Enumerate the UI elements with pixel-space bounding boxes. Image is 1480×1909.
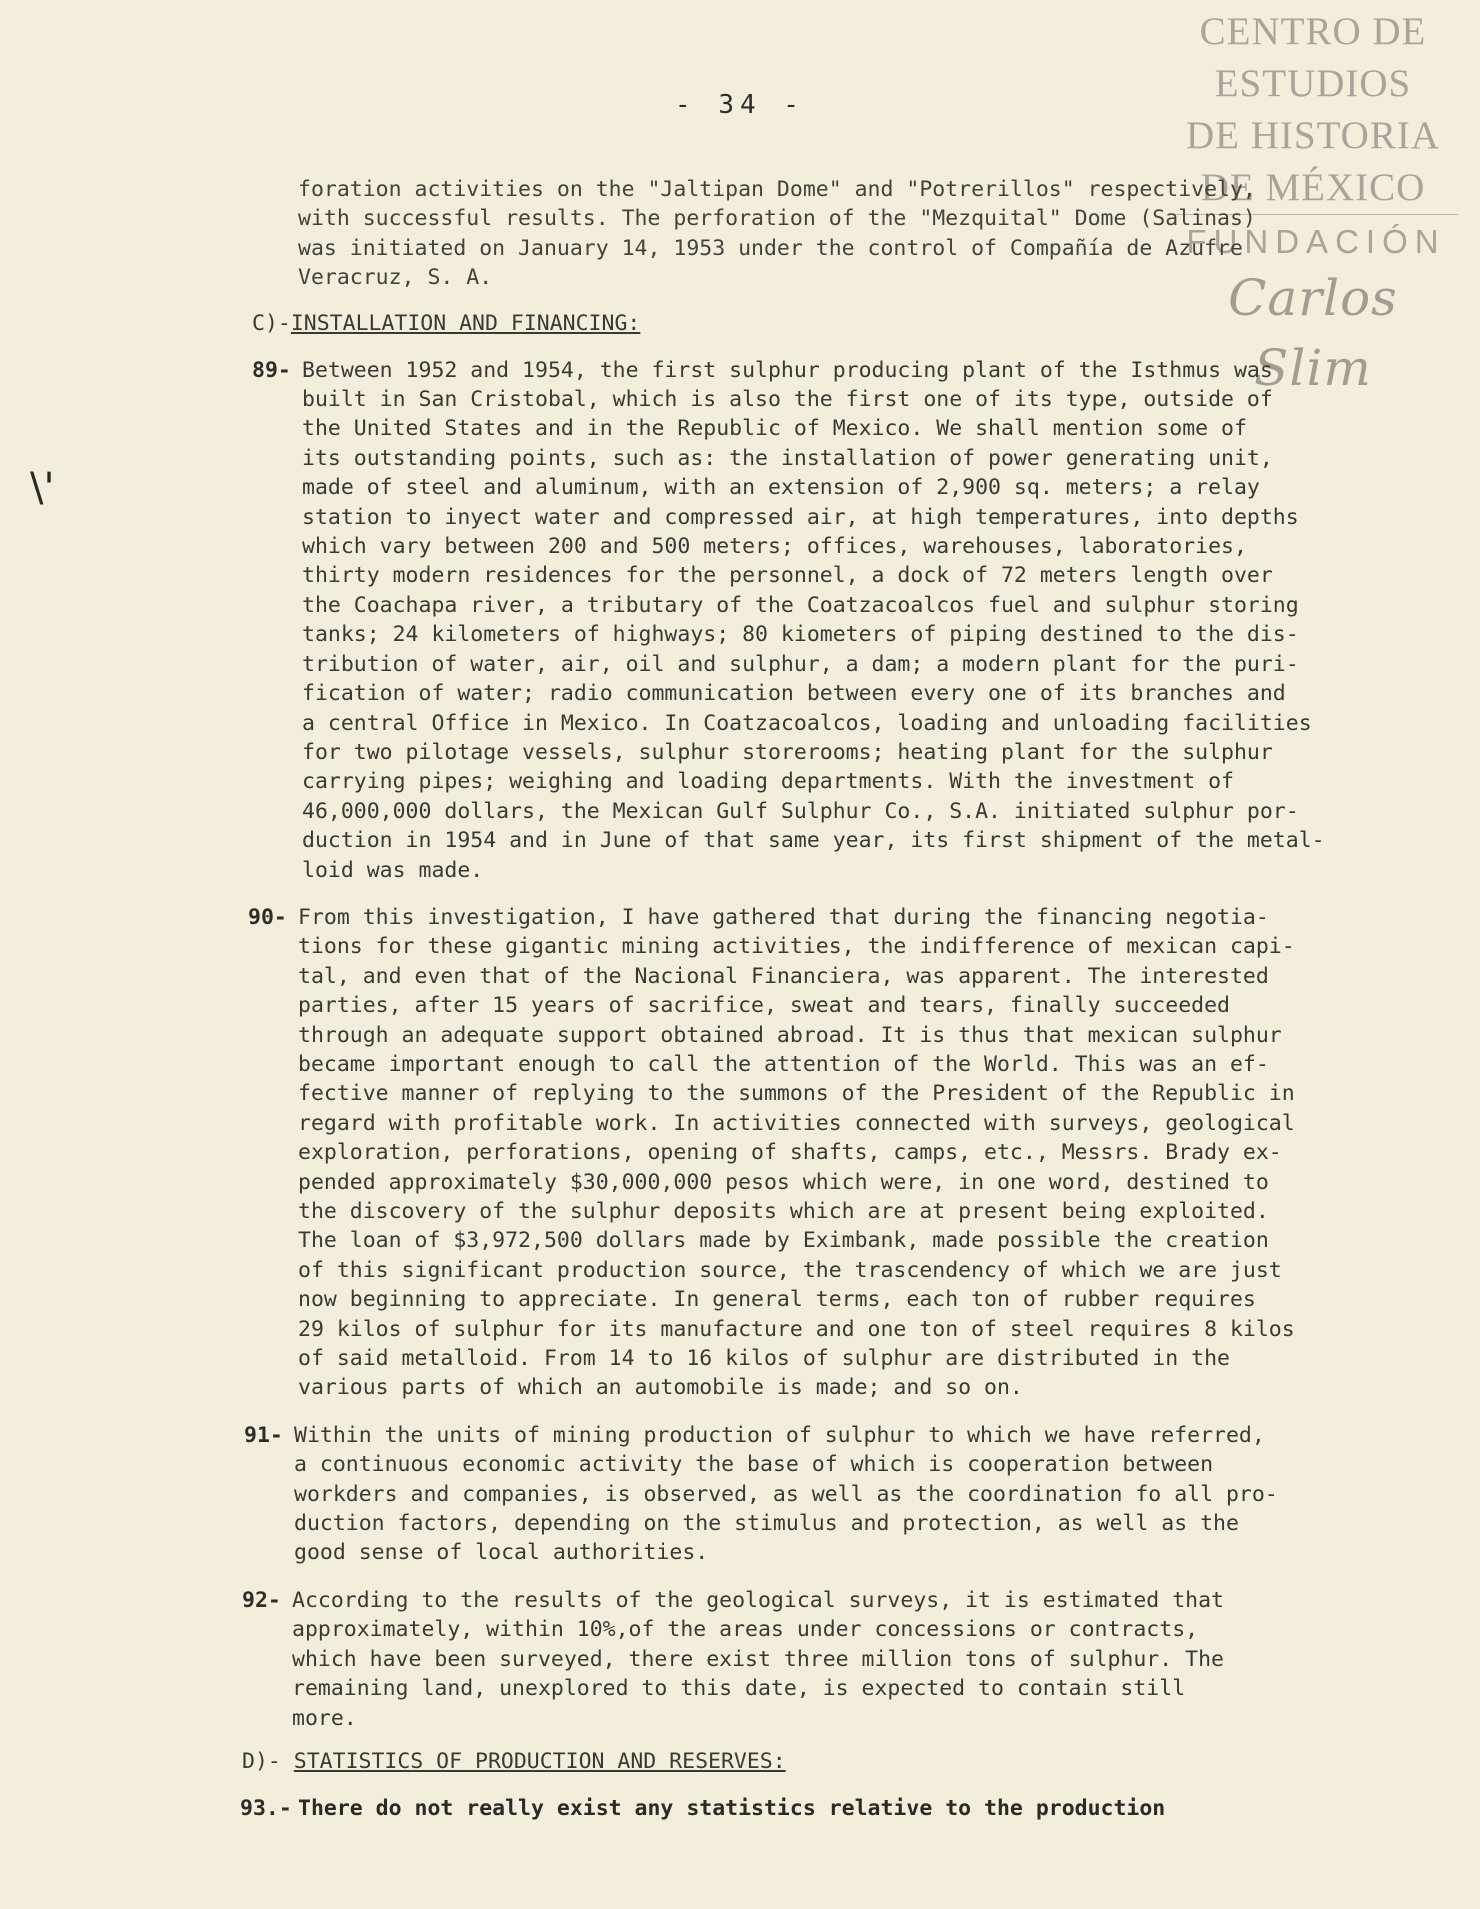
paragraph-text: Between 1952 and 1954, the first sulphur producing plant of the Isthmus was built in San Cristobal, which is also the first one of its type, outside of the United States and in the Republic of Mexico. We shall mention some of its outstanding points, such as: the installation of power generating unit, made of steel and aluminum, with an extension of 2,900 sq. meters; a relay station to inyect water and compressed air, at high temperatures, into depths which vary between 200 and 500 meters; offices, warehouses, laboratories, thirty modern residences for the personnel, a dock of 72 meters length over the Coachapa river, a tributary of the Coatzacoalcos fuel and sulphur storing tanks; 24 kilometers of highways; 80 kiometers of piping destined to the dis- tribution of water, air, oil and sulphur, a dam; a modern plant for the puri- fication of water; radio communication between every one of its branches and a central Office in Mexico. In Coatzacoalcos, loading and unloading facilities for two pilotage vessels, sulphur storerooms; heating plant for the sulphur carrying pipes; weighing and loading departments. With the investment of 46,000,000 dollars, the Mexican Gulf Sulphur Co., S.A. initiated sulphur por- duction in 1954 and in June of that same year, its first shipment of the metal- loid was made. (302, 357, 1325, 883)
paragraph-93 (240, 1794, 1468, 1823)
watermark-foundation: FUNDACIÓN (1174, 214, 1458, 263)
watermark-line: ESTUDIOS (1214, 62, 1412, 105)
paragraph-text: From this investigation, I have gathered that during the financing negotia- tions for these gigantic mining activities, the indifference of mexican capi- tal, and even that of the Nacional Financiera, was apparent. The interested parties, after 15 years of sacrifice, sweat and tears, finally succeeded through an adequate support obtained abroad. It is thus that mexican sulphur became important enough to call the attention of the World. This was an ef- fective manner of replying to the summons of the President of the Republic in regard with profitable work. In activities connected with surveys, geological exploration, perforations, opening of shafts, camps, etc., Messrs. Brady ex- pended approximately $30,000,000 pesos which were, in one word, destined to the discovery of the sulphur deposits which are at present being exploited. The loan of $3,972,500 dollars made by Eximbank, made possible the creation of this significant production source, the trascendency of which we are just now beginning to appreciate. In general terms, each ton of rubber requires 29 kilos of sulphur for its manufacture and one ton of steel requires 8 kilos of said metalloid. From 14 to 16 kilos of sulphur are distributed in the various parts of which an automobile is made; and so on. (298, 904, 1295, 1401)
watermark-line: DE MÉXICO (1200, 166, 1426, 209)
paragraph-92 (242, 1586, 1468, 1733)
watermark-line: CENTRO DE (1199, 10, 1427, 53)
paragraph-text: Within the units of mining production of sulphur to which we have referred, a continuous economic activity the base of which is cooperation between workders and companies, is observed, as well as the coordination fo all pro- duction factors, depending on the stimulus and protection, as well as the good sense of local authorities. (294, 1422, 1278, 1566)
watermark-signature: Carlos Slim (1228, 269, 1398, 397)
paragraph-text: There do not really exist any statistics relative to the production (298, 1795, 1166, 1821)
paragraph-91 (244, 1421, 1468, 1568)
paragraph-90 (248, 903, 1468, 1403)
paragraph-text: According to the results of the geological surveys, it is estimated that approximately, within 10%,of the areas under concessions or contracts, which have been surveyed, there exist three million tons of sulphur. The remaining land, unexplored to this date, is expected to contain still more. (292, 1587, 1224, 1731)
section-c-prefix: C)- (252, 310, 291, 336)
paragraph-number: 92- (242, 1587, 281, 1613)
paragraph-number: 90- (248, 904, 287, 930)
paragraph-number: 89- (252, 357, 291, 383)
section-d-prefix: D)- (242, 1748, 281, 1774)
section-heading-c (252, 309, 1468, 338)
paragraph-89 (252, 356, 1468, 885)
margin-mark: \' (30, 465, 55, 511)
document-body (240, 175, 1468, 1823)
page-number: - 34 - (675, 90, 805, 120)
paragraph-number: 93.- (240, 1795, 292, 1821)
watermark-line: DE HISTORIA (1185, 114, 1441, 157)
section-c-title: INSTALLATION AND FINANCING: (290, 310, 641, 336)
intro-paragraph: foration activities on the "Jaltipan Dome" and "Potrerillos" respectively, with successful results. The perforation of the "Mezquital" Dome (Salinas) was initiated on January 14, 1953 under the control of Compañía de Azufre Veracruz, S. A. (298, 177, 1256, 291)
section-heading-d (242, 1747, 1468, 1776)
paragraph-number: 91- (244, 1422, 283, 1448)
section-d-title: STATISTICS OF PRODUCTION AND RESERVES: (293, 1748, 786, 1774)
